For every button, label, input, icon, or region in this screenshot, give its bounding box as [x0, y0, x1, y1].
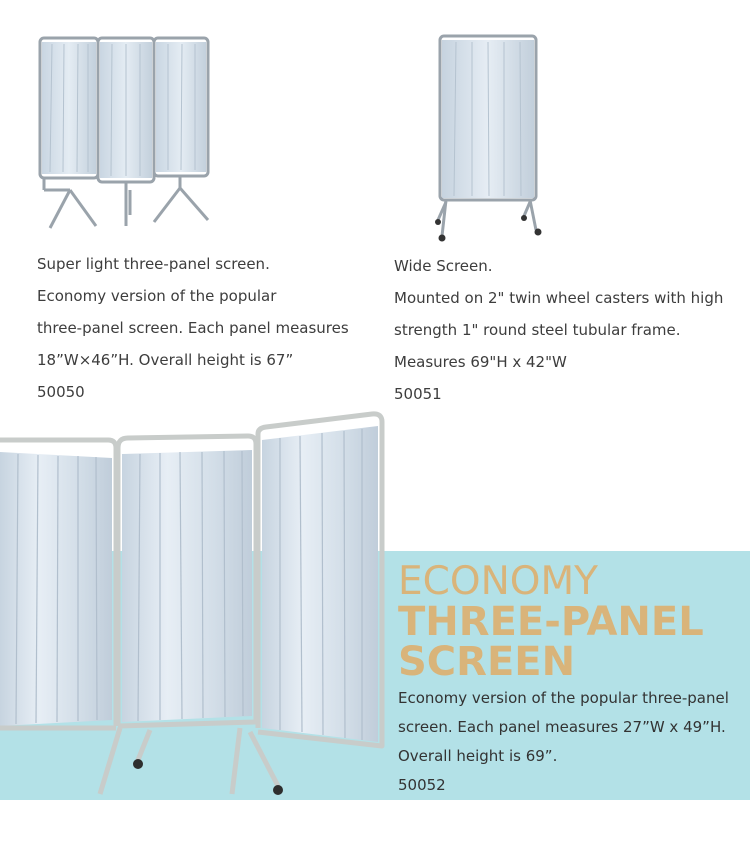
promo-title [398, 559, 704, 685]
promo-title-line-3: SCREEN [398, 639, 576, 685]
product-3-line-2: screen. Each panel measures 27”W x 49”H. [398, 718, 726, 736]
promo-title-line-2: THREE-PANEL [398, 599, 704, 645]
product-2-line-1: Wide Screen. [394, 257, 493, 275]
economy-three-panel-screen-image [0, 410, 390, 802]
product-2-line-3: strength 1" round steel tubular frame. [394, 321, 681, 339]
product-3-line-3: Overall height is 69”. [398, 747, 558, 765]
three-panel-screen-image [30, 30, 220, 235]
product-1-line-2: Economy version of the popular [37, 287, 277, 305]
product-2-description [394, 250, 723, 410]
product-3-line-1: Economy version of the popular three-panel [398, 689, 729, 707]
product-1-description [37, 248, 349, 408]
product-1-line-3: three-panel screen. Each panel measures [37, 319, 349, 337]
product-2-line-2: Mounted on 2" twin wheel casters with high [394, 289, 724, 307]
wide-screen-image [432, 30, 548, 246]
product-2-code: 50051 [394, 385, 442, 403]
product-2-line-4: Measures 69"H x 42"W [394, 353, 567, 371]
product-1-line-4: 18”W×46”H. Overall height is 67” [37, 351, 294, 369]
product-1-code: 50050 [37, 383, 85, 401]
product-3-description [398, 684, 729, 800]
product-1-line-1: Super light three-panel screen. [37, 255, 270, 273]
product-3-code: 50052 [398, 776, 446, 794]
promo-title-line-1: ECONOMY [398, 559, 598, 604]
